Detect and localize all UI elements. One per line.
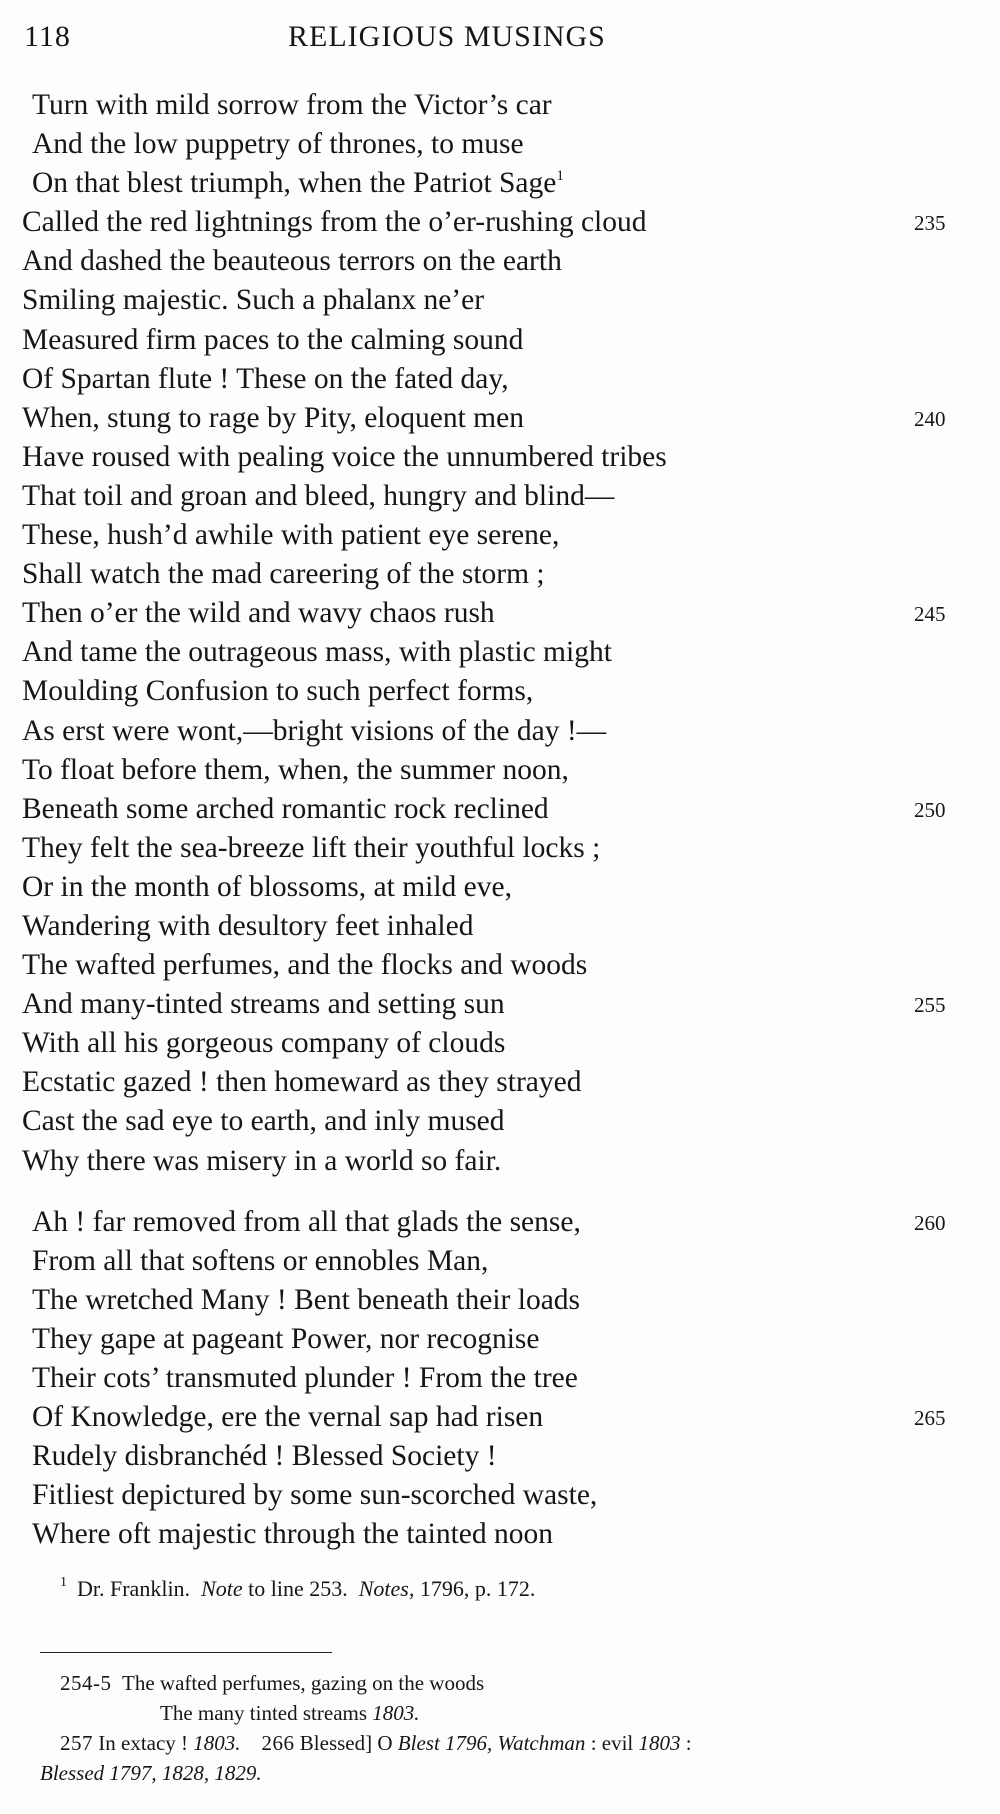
line-number: 245 [914, 602, 946, 627]
poem-line-text: Smiling majestic. Such a phalanx ne’er [22, 284, 485, 317]
poem-line-text: Shall watch the mad careering of the storm ; [22, 558, 545, 591]
stanza [22, 1203, 962, 1555]
poem-line [22, 829, 962, 868]
page-header [24, 16, 984, 64]
line-number: 240 [914, 406, 946, 431]
line-number: 265 [914, 1406, 946, 1431]
poem-line [22, 1024, 962, 1063]
poem-line [22, 633, 962, 672]
poem-line [22, 1102, 962, 1141]
poem-line [22, 1063, 962, 1102]
poem-line-text: And the low puppetry of thrones, to muse [32, 128, 524, 161]
poem-line-text: Moulding Confusion to such perfect forms, [22, 675, 534, 708]
poem-line-text: Beneath some arched romantic rock reclined [22, 792, 549, 825]
poem-line [22, 1398, 962, 1437]
poem-line-text: Ecstatic gazed ! then homeward as they strayed [22, 1066, 582, 1099]
poem-line-text: They felt the sea-breeze lift their youthful locks ; [22, 831, 601, 864]
poem-line [22, 125, 962, 164]
footnote-divider [40, 1652, 332, 1653]
poem-line-text: When, stung to rage by Pity, eloquent men [22, 401, 524, 434]
poem-line [22, 1476, 962, 1515]
poem-line-text: Fitliest depictured by some sun-scorched waste, [32, 1479, 598, 1512]
poem-line [22, 1437, 962, 1476]
poem-line [22, 1515, 962, 1554]
variant-source: Blest 1796, Watchman [397, 1731, 586, 1755]
poem-line-text: Or in the month of blossoms, at mild eve, [22, 870, 512, 903]
variant-line [40, 1728, 990, 1758]
poem-line-text: Of Knowledge, ere the vernal sap had risen [32, 1401, 544, 1434]
poem-line-text: Then o’er the wild and wavy chaos rush [22, 597, 495, 630]
poem-line-text: The wretched Many ! Bent beneath their loads [32, 1283, 581, 1316]
variant-line [40, 1698, 990, 1728]
variant-source: 1803. [193, 1731, 241, 1755]
poem-line-text: They gape at pageant Power, nor recognise [32, 1322, 540, 1355]
poem-line [22, 946, 962, 985]
footnote-note-label: Note [201, 1576, 243, 1601]
poem-line [22, 1320, 962, 1359]
poem-line [22, 360, 962, 399]
poem-line [22, 1242, 962, 1281]
poem-line-text: On that blest triumph, when the Patriot Sage [32, 167, 557, 200]
variant-line-number: 254-5 [60, 1671, 112, 1695]
poem-line-text: To float before them, when, the summer noon, [22, 753, 569, 786]
variant-source: Blessed 1797, 1828, 1829. [40, 1761, 262, 1785]
stanza [22, 86, 962, 1181]
poem-line-text: Ah ! far removed from all that glads the sense, [32, 1205, 581, 1238]
variant-text: The wafted perfumes, gazing on the woods [122, 1671, 485, 1695]
poem-line [22, 985, 962, 1024]
poem-line [22, 1142, 962, 1181]
poem-line [22, 242, 962, 281]
footnote-note-text: to line 253. [248, 1576, 348, 1601]
poem-line-text: And dashed the beauteous terrors on the earth [22, 245, 562, 278]
poem-line [22, 790, 962, 829]
poem-line-text: With all his gorgeous company of clouds [22, 1027, 506, 1060]
line-number: 250 [914, 797, 946, 822]
page-number: 118 [24, 20, 71, 53]
variant-source: 1803 [638, 1731, 681, 1755]
poem-line-text: From all that softens or ennobles Man, [32, 1244, 489, 1277]
poem-line-text: That toil and groan and bleed, hungry and blind— [22, 479, 615, 512]
poem-line-text: The wafted perfumes, and the flocks and woods [22, 949, 588, 982]
footnote [60, 1575, 535, 1602]
variant-text: : evil [590, 1731, 634, 1755]
poem-line-text: Their cots’ transmuted plunder ! From the tree [32, 1362, 578, 1394]
poem-line-text: Wandering with desultory feet inhaled [22, 909, 474, 942]
poem-line-text: And tame the outrageous mass, with plastic might [22, 636, 612, 669]
variant-line [40, 1758, 990, 1788]
poem-line [22, 555, 962, 594]
poem-line-text: Turn with mild sorrow from the Victor’s car [32, 89, 552, 121]
poem-line [22, 203, 962, 242]
line-number: 255 [914, 993, 946, 1018]
variant-text: In extacy ! [98, 1731, 189, 1755]
variant-line-number: 257 [60, 1731, 93, 1755]
poem-line-text: These, hush’d awhile with patient eye serene, [22, 519, 560, 552]
poem-line [22, 1281, 962, 1320]
variant-text: O [377, 1731, 393, 1755]
poem-line-text: Of Spartan flute ! These on the fated day, [22, 362, 509, 395]
poem-line-text: Where oft majestic through the tainted noon [32, 1518, 554, 1551]
poem-line [22, 86, 962, 125]
poem-line [22, 516, 962, 555]
variant-text: Blessed] [299, 1731, 373, 1755]
poem-line [22, 907, 962, 946]
poem-line-text: Have roused with pealing voice the unnumbered tribes [22, 440, 667, 473]
line-number: 260 [914, 1210, 946, 1235]
variant-source: 1803. [372, 1701, 420, 1725]
footnote-mark: 1 [60, 1575, 67, 1590]
variant-line-number: 266 [261, 1731, 295, 1755]
poem-line [22, 594, 962, 633]
poem-text [22, 86, 962, 1554]
poem-line-text: As erst were wont,—bright visions of the day !— [22, 714, 607, 747]
footnote-reference: 1 [556, 168, 564, 185]
poem-line-text: Rudely disbranchéd ! Blessed Society ! [32, 1440, 497, 1473]
poem-line [22, 1203, 962, 1242]
footnote-notes-ref: 1796, p. 172. [419, 1576, 536, 1601]
poem-line [22, 281, 962, 320]
poem-line [22, 438, 962, 477]
variant-line [40, 1668, 990, 1698]
line-number: 235 [914, 211, 946, 236]
poem-line-text: And many-tinted streams and setting sun [22, 988, 505, 1021]
poem-line [22, 751, 962, 790]
poem-line [22, 712, 962, 751]
poem-line [22, 477, 962, 516]
poem-line-text: Called the red lightnings from the o’er-rushing cloud [22, 206, 647, 239]
footnote-notes-label: Notes, [358, 1576, 415, 1601]
variant-text: The many tinted streams [160, 1701, 368, 1725]
textual-variants [40, 1668, 990, 1788]
running-title: RELIGIOUS MUSINGS [288, 20, 606, 53]
poem-line [22, 164, 962, 203]
poem-line [22, 399, 962, 438]
poem-line-text: Measured firm paces to the calming sound [22, 323, 524, 356]
poem-line [22, 868, 962, 907]
poem-line-text: Cast the sad eye to earth, and inly mused [22, 1105, 505, 1138]
poem-line [22, 1359, 962, 1398]
poem-line [22, 672, 962, 711]
footnote-name: Dr. Franklin. [77, 1576, 191, 1601]
variant-text: : [685, 1731, 692, 1755]
poem-line-text: Why there was misery in a world so fair. [22, 1144, 502, 1177]
poem-line [22, 321, 962, 360]
